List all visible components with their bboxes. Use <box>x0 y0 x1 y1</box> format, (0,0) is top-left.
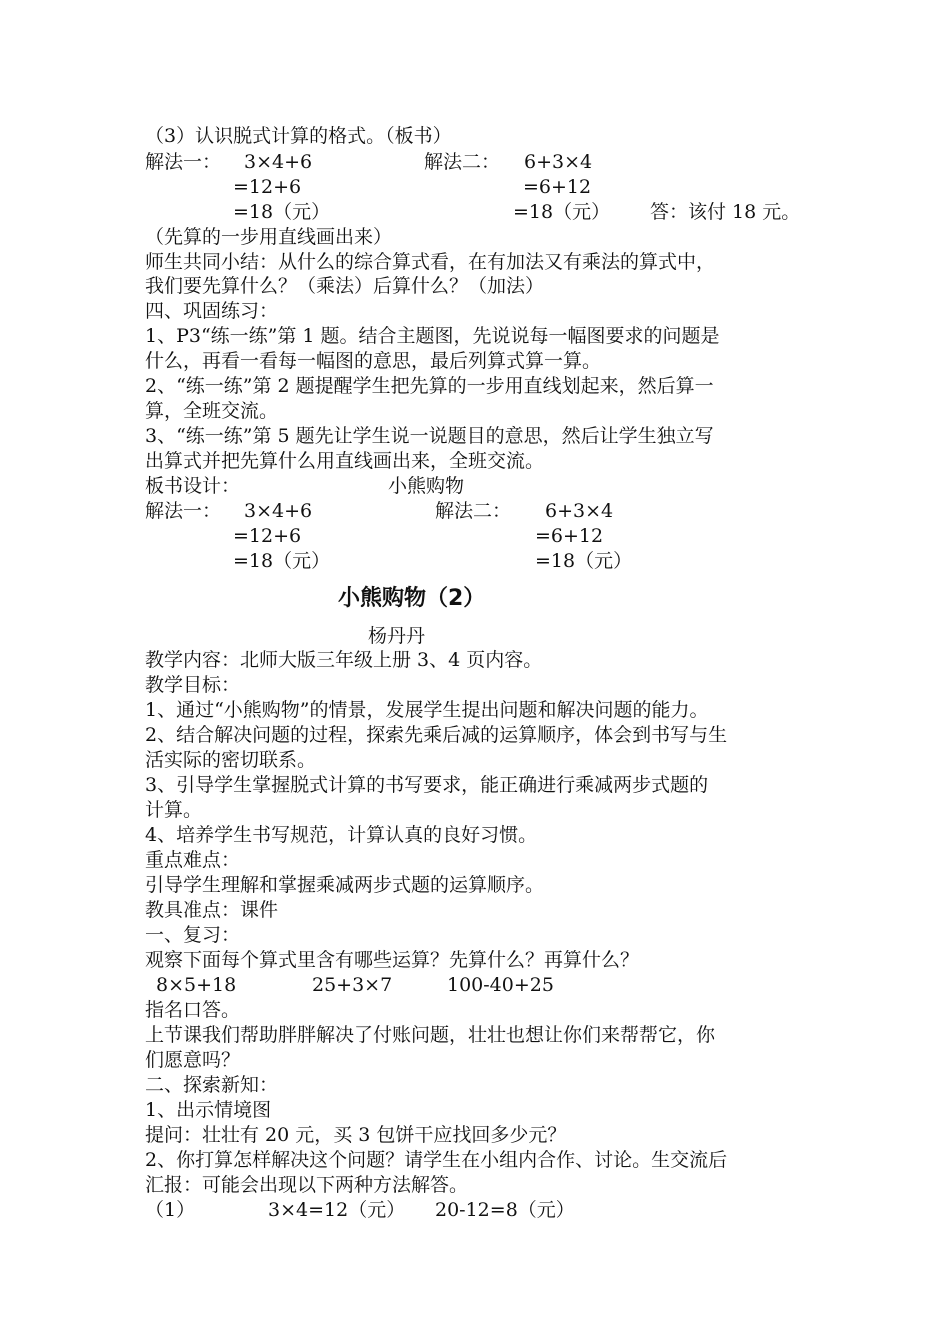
step-2-line-2: 汇报：可能会出现以下两种方法解答。 <box>145 1174 469 1196</box>
board-method2-step1: 6+3×4 <box>545 500 614 522</box>
format-heading: （3）认识脱式计算的格式。（板书） <box>145 125 452 147</box>
solution-1-step-2: 20-12=8（元） <box>435 1199 575 1221</box>
board-method2-step3: =18（元） <box>535 550 633 572</box>
method2-step3: =18（元） <box>513 201 611 223</box>
intro-line-1: 上节课我们帮助胖胖解决了付账问题，壮壮也想让你们来帮帮它，你 <box>145 1024 716 1046</box>
board-method1-label: 解法一： <box>145 500 222 522</box>
goal-2-line-1: 2、结合解决问题的过程，探索先乘后减的运算顺序，体会到书写与生 <box>145 724 728 746</box>
board-method1-step3: =18（元） <box>233 550 331 572</box>
board-method1-step2: =12+6 <box>233 525 302 547</box>
method2-step2: =6+12 <box>523 176 592 198</box>
underline-note: （先算的一步用直线画出来） <box>145 226 393 248</box>
question-text: 提问：壮壮有 20 元，买 3 包饼干应找回多少元？ <box>145 1124 567 1146</box>
goal-3-line-1: 3、引导学生掌握脱式计算的书写要求，能正确进行乘减两步式题的 <box>145 774 709 796</box>
method2-label: 解法二： <box>424 151 501 173</box>
exercise3-line-1: 3、“练一练”第 5 题先让学生说一说题目的意思，然后让学生独立写 <box>145 425 714 447</box>
solution-1-label: （1） <box>145 1199 196 1221</box>
board-method1-step1: 3×4+6 <box>244 500 313 522</box>
method1-step1: 3×4+6 <box>244 151 313 173</box>
consolidate-heading: 四、巩固练习： <box>145 300 279 322</box>
method1-label: 解法一： <box>145 151 222 173</box>
review-question: 观察下面每个算式里含有哪些运算？先算什么？再算什么？ <box>145 949 640 971</box>
board-method2-label: 解法二： <box>435 500 512 522</box>
lesson-title: 小熊购物（2） <box>338 586 486 611</box>
goal-3-line-2: 计算。 <box>145 799 203 821</box>
exercise2-line-1: 2、“练一练”第 2 题提醒学生把先算的一步用直线划起来，然后算一 <box>145 375 714 397</box>
exercise1-line-2: 什么，再看一看每一幅图的意思，最后列算式算一算。 <box>145 350 602 372</box>
board-label: 板书设计： <box>145 475 241 497</box>
answer-text: 答：该付 18 元。 <box>650 201 801 223</box>
summary-line-1: 师生共同小结：从什么的综合算式看，在有加法又有乘法的算式中， <box>145 251 716 273</box>
author-name: 杨丹丹 <box>368 625 426 647</box>
goal-4: 4、培养学生书写规范，计算认真的良好习惯。 <box>145 824 538 846</box>
method1-step3: =18（元） <box>233 201 331 223</box>
review-answer: 指名口答。 <box>145 999 241 1021</box>
review-expression-1: 8×5+18 <box>156 974 237 996</box>
review-expression-3: 100-40+25 <box>447 974 554 996</box>
teaching-tools: 教具准点：课件 <box>145 899 279 921</box>
exercise2-line-2: 算，全班交流。 <box>145 400 279 422</box>
summary-line-2: 我们要先算什么？（乘法）后算什么？（加法） <box>145 275 545 297</box>
intro-line-2: 们愿意吗？ <box>145 1049 241 1071</box>
goal-2-line-2: 活实际的密切联系。 <box>145 749 317 771</box>
keypoints-text: 引导学生理解和掌握乘减两步式题的运算顺序。 <box>145 874 545 896</box>
step-1: 1、出示情境图 <box>145 1099 272 1121</box>
board-title: 小熊购物 <box>388 475 465 497</box>
board-method2-step2: =6+12 <box>535 525 604 547</box>
goals-heading: 教学目标： <box>145 674 241 696</box>
explore-heading: 二、探索新知： <box>145 1074 279 1096</box>
goal-1: 1、通过“小熊购物”的情景，发展学生提出问题和解决问题的能力。 <box>145 699 709 721</box>
teaching-content: 教学内容：北师大版三年级上册 3、4 页内容。 <box>145 649 543 671</box>
method2-step1: 6+3×4 <box>524 151 593 173</box>
keypoints-heading: 重点难点： <box>145 849 241 871</box>
exercise1-line-1: 1、P3“练一练”第 1 题。结合主题图，先说说每一幅图要求的问题是 <box>145 325 720 347</box>
review-heading: 一、复习： <box>145 924 241 946</box>
method1-step2: =12+6 <box>233 176 302 198</box>
solution-1-step-1: 3×4=12（元） <box>268 1199 406 1221</box>
exercise3-line-2: 出算式并把先算什么用直线画出来，全班交流。 <box>145 450 545 472</box>
review-expression-2: 25+3×7 <box>312 974 393 996</box>
step-2-line-1: 2、你打算怎样解决这个问题？请学生在小组内合作、讨论。生交流后 <box>145 1149 728 1171</box>
